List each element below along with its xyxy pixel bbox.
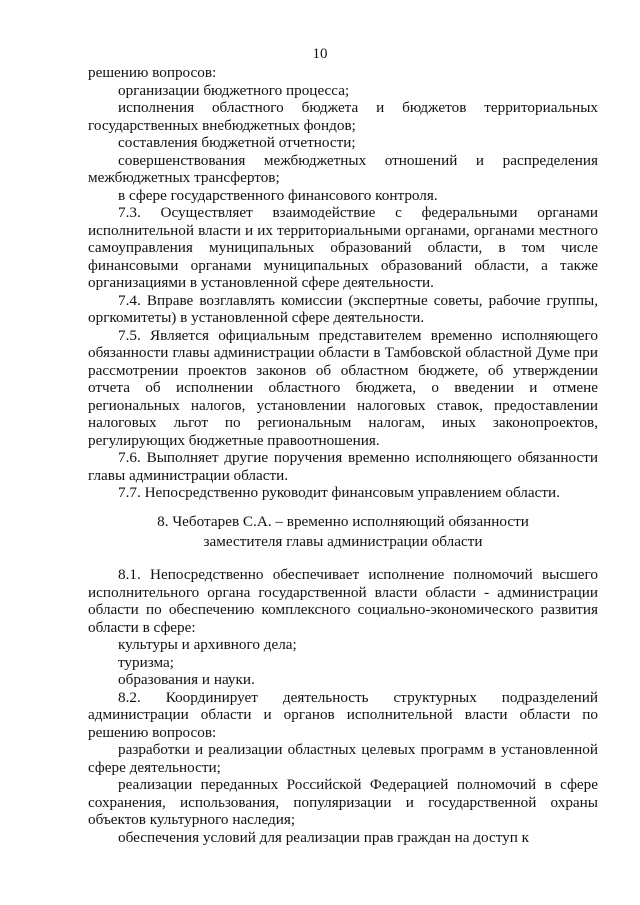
paragraph: в сфере государственного финансового контроля.: [118, 186, 438, 204]
paragraph: туризма;: [118, 653, 175, 671]
paragraph: организации бюджетного процесса;: [118, 81, 350, 99]
paragraph: 8.2. Координирует деятельность структурных подразделений администрации области и органов исполнительной власти области по решению вопросов:: [88, 688, 598, 741]
paragraph: 7.3. Осуществляет взаимодействие с федеральными органами исполнительной власти и их территориальными органами, органами местного самоуправления муниципальных образований области, в том числе финансовыми органами муниципальных образований области, а также организациями в установленной сфере деятельности.: [88, 204, 598, 291]
paragraph: 8.1. Непосредственно обеспечивает исполнение полномочий высшего исполнительного органа государственной власти области - администрации области по обеспечению комплексного социально-экономического развития области в сфере:: [88, 566, 598, 636]
text-block-section-7: [88, 64, 598, 502]
paragraph: составления бюджетной отчетности;: [118, 134, 356, 151]
paragraph: 7.7. Непосредственно руководит финансовым управлением области.: [118, 484, 560, 501]
paragraph: совершенствования межбюджетных отношений и распределения межбюджетных трансфертов;: [88, 151, 598, 186]
text-block-section-8: [88, 566, 598, 846]
page-number: 10: [312, 46, 328, 62]
paragraph: разработки и реализации областных целевых программ в установленной сфере деятельности;: [88, 741, 598, 776]
section-heading-line-1: 8. Чеботарев С.А. – временно исполняющий обязанности: [157, 513, 529, 530]
paragraph: реализации переданных Российской Федерацией полномочий в сфере сохранения, использования, популяризации и государственной охраны объектов культурного наследия;: [88, 776, 598, 828]
paragraph: обеспечения условий для реализации прав граждан на доступ к: [118, 828, 530, 846]
paragraph: 7.4. Вправе возглавлять комиссии (экспертные советы, рабочие группы, оргкомитеты) в установленной сфере деятельности.: [88, 291, 598, 326]
paragraph: 7.6. Выполняет другие поручения временно исполняющего обязанности главы администрации области.: [88, 449, 598, 484]
paragraph: образования и науки.: [118, 671, 255, 688]
paragraph: культуры и архивного дела;: [118, 636, 297, 653]
section-heading-line-2: заместителя главы администрации области: [203, 533, 483, 550]
paragraph: 7.5. Является официальным представителем временно исполняющего обязанности главы администрации области в Тамбовской областной Думе при рассмотрении проектов законов об областном бюджете, об утверждении отчета об исполнении областного бюджета, о введении и отмене региональных налогов, установлении налоговых ставок, предоставлении налоговых льгот по региональным налогам, иных законопроектов, регулирующих бюджетные правоотношения.: [88, 326, 598, 449]
paragraph: решению вопросов:: [88, 64, 217, 81]
section-heading: [88, 512, 598, 552]
paragraph: исполнения областного бюджета и бюджетов территориальных государственных внебюджетных фондов;: [88, 99, 598, 134]
